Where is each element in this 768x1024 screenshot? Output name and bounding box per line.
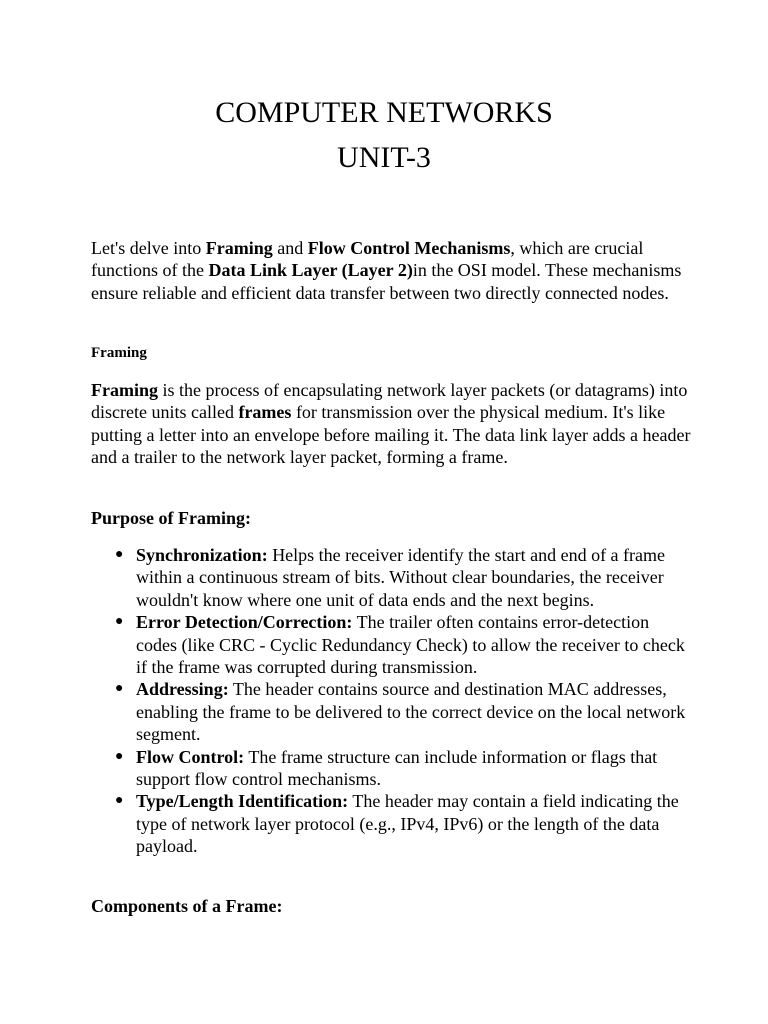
intro-text-3: , which are crucial functions of the (91, 238, 644, 281)
intro-bold-data-link-layer: Data Link Layer (Layer 2) (208, 260, 413, 281)
framing-paragraph (91, 379, 691, 469)
framing-bold-frames: frames (238, 402, 292, 423)
list-item-term: Flow Control: (136, 746, 245, 767)
list-item-text: Helps the receiver identify the start and end of a frame within a continuous stream of bits. Without clear boundaries, the receiver wouldn't know where one unit of data ends and the next begins. (136, 545, 666, 610)
list-item (91, 790, 691, 857)
intro-bold-framing: Framing (205, 238, 273, 258)
intro-text-2: and (272, 238, 308, 258)
list-item-text: The header contains source and destination MAC addresses, enabling the frame to be delivered to the correct device on the local network segment. (136, 679, 686, 745)
bullet-icon: ● (115, 793, 124, 809)
bullet-icon: ● (115, 681, 124, 697)
list-item-term: Addressing: (136, 679, 229, 700)
list-item-text: The frame structure can include information or flags that support flow control mechanisms. (136, 746, 658, 790)
bullet-icon: ● (115, 614, 124, 630)
purpose-heading: Purpose of Framing: (91, 508, 251, 528)
list-item (91, 746, 691, 791)
list-item-term: Synchronization: (136, 545, 268, 565)
list-item (91, 611, 691, 678)
bullet-icon: ● (115, 547, 124, 562)
list-item-term: Type/Length Identification: (136, 791, 349, 812)
framing-bold-term: Framing (91, 380, 158, 400)
intro-paragraph (91, 237, 691, 304)
list-item (91, 678, 691, 745)
document-subtitle: UNIT-3 (337, 141, 431, 174)
bullet-icon: ● (115, 748, 124, 764)
intro-text-4: in the OSI model. These mechanisms ensure reliable and efficient data transfer between two directly connected nodes. (91, 260, 682, 303)
framing-text-1: is the process of encapsulating network layer packets (or datagrams) into discrete units called (91, 380, 688, 423)
intro-text-1: Let's delve into (91, 238, 206, 258)
list-item-term: Error Detection/Correction: (136, 612, 353, 633)
list-item (91, 544, 691, 611)
purpose-list (91, 544, 691, 858)
components-heading: Components of a Frame: (91, 896, 283, 916)
list-item-text: The trailer often contains error-detection codes (like CRC - Cyclic Redundancy Check) to allow the receiver to check if the frame was corrupted during transmission. (136, 612, 685, 678)
intro-bold-flow-control: Flow Control Mechanisms (307, 238, 511, 258)
document-title: COMPUTER NETWORKS (215, 96, 553, 129)
framing-heading: Framing (91, 345, 147, 361)
list-item-text: The header may contain a field indicating the type of network layer protocol (e.g., IPv4, IPv6) or the length of the data payload. (136, 791, 679, 857)
framing-text-2: for transmission over the physical medium. It's like putting a letter into an envelope before mailing it. The data link layer adds a header and a trailer to the network layer packet, forming a frame. (91, 402, 691, 468)
